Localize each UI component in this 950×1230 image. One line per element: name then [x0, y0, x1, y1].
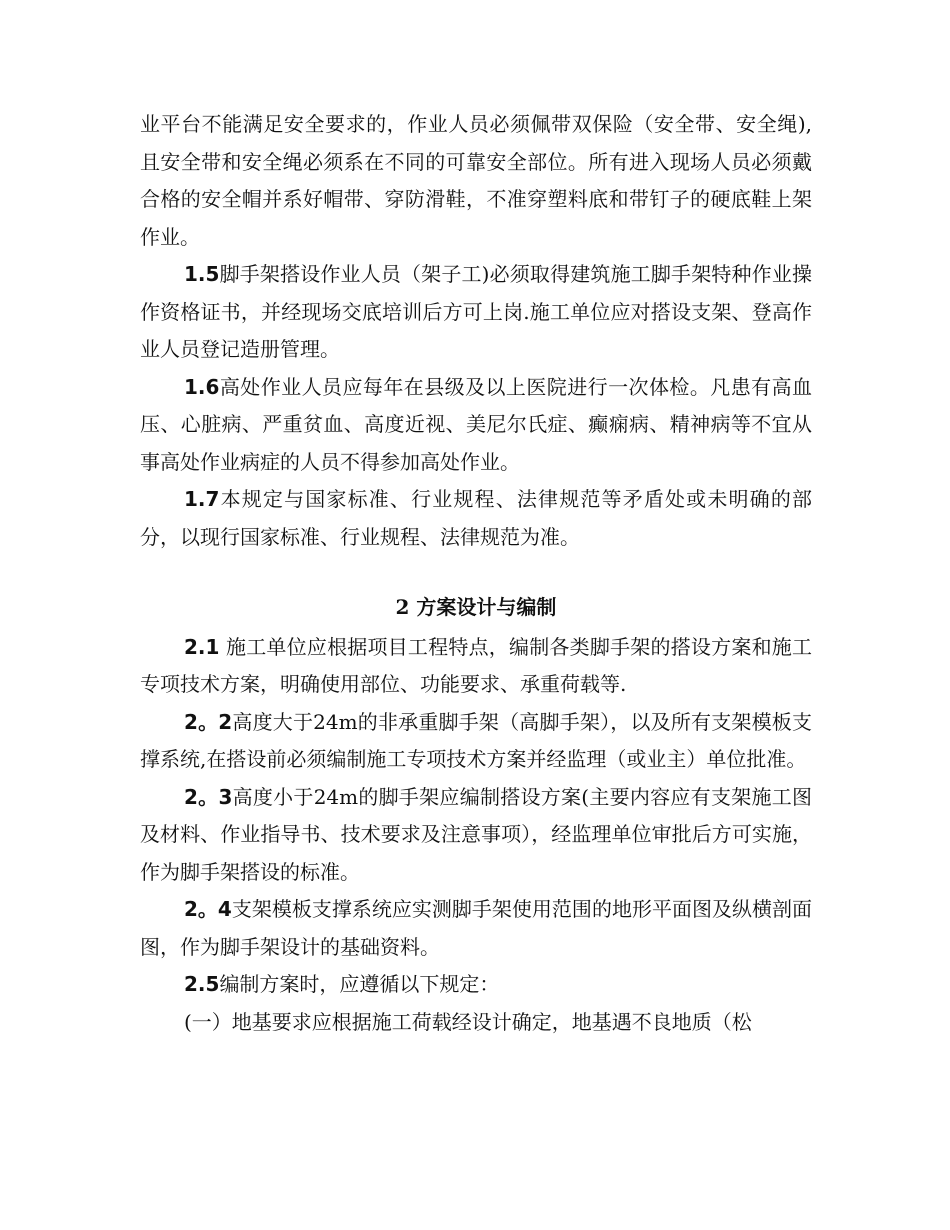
clause-number: 2.1	[184, 634, 220, 659]
clause-number: 1.5	[184, 262, 220, 286]
clause-text: 编制方案时，应遵循以下规定：	[219, 972, 500, 996]
clause-text: 施工单位应根据项目工程特点，编制各类脚手架的搭设方案和施工专项技术方案，明确使用部位、功能要求、承重荷载等.	[140, 634, 812, 696]
clause-2-1	[140, 629, 812, 704]
clause-number: 1.6	[184, 374, 220, 399]
clause-text: 支架模板支撑系统应实测脚手架使用范围的地形平面图及纵横剖面图，作为脚手架设计的基础资料。	[140, 897, 812, 959]
clause-text: 本规定与国家标准、行业规程、法律规范等矛盾处或未明确的部分，以现行国家标准、行业规程、法律规范为准。	[140, 487, 812, 549]
sub-item-1: (一）地基要求应根据施工荷载经设计确定，地基遇不良地质（松	[184, 1009, 752, 1034]
clause-text: 脚手架搭设作业人员（架子工)必须取得建筑施工脚手架特种作业操作资格证书，并经现场交底培训后方可上岗.施工单位应对搭设支架、登高作业人员登记造册管理。	[140, 262, 812, 361]
clause-2-5	[140, 966, 812, 1004]
clause-number: 2。4	[184, 897, 232, 921]
clause-text: 高度小于24m的脚手架应编制搭设方案(主要内容应有支架施工图及材料、作业指导书、技术要求及注意事项），经监理单位审批后方可实施，作为脚手架搭设的标准。	[140, 784, 812, 884]
clause-2-2	[140, 704, 812, 779]
section-heading: 2 方案设计与编制	[395, 595, 557, 619]
clause-1-5	[140, 256, 812, 369]
clause-number: 2.5	[184, 972, 220, 996]
clause-text: 高度大于24m的非承重脚手架（高脚手架），以及所有支架模板支撑系统,在搭设前必须编制施工专项技术方案并经监理（或业主）单位批准。	[140, 709, 812, 771]
clause-1-6	[140, 369, 812, 482]
clause-number: 2。3	[184, 784, 233, 809]
clause-number: 2。2	[184, 709, 233, 734]
clause-number: 1.7	[184, 487, 220, 511]
clause-2-4	[140, 891, 812, 966]
clause-text: 高处作业人员应每年在县级及以上医院进行一次体检。凡患有高血压、心脏病、严重贫血、高度近视、美尼尔氏症、癫痫病、精神病等不宜从事高处作业病症的人员不得参加高处作业。	[140, 374, 812, 474]
clause-2-3	[140, 779, 812, 892]
clause-1-7	[140, 481, 812, 556]
document-body	[140, 106, 812, 1041]
paragraph-continuation: 业平台不能满足安全要求的，作业人员必须佩带双保险（安全带、安全绳),且安全带和安全绳必须系在不同的可靠安全部位。所有进入现场人员必须戴合格的安全帽并系好帽带、穿防滑鞋，不准穿塑料底和带钉子的硬底鞋上架作业。	[140, 112, 812, 249]
